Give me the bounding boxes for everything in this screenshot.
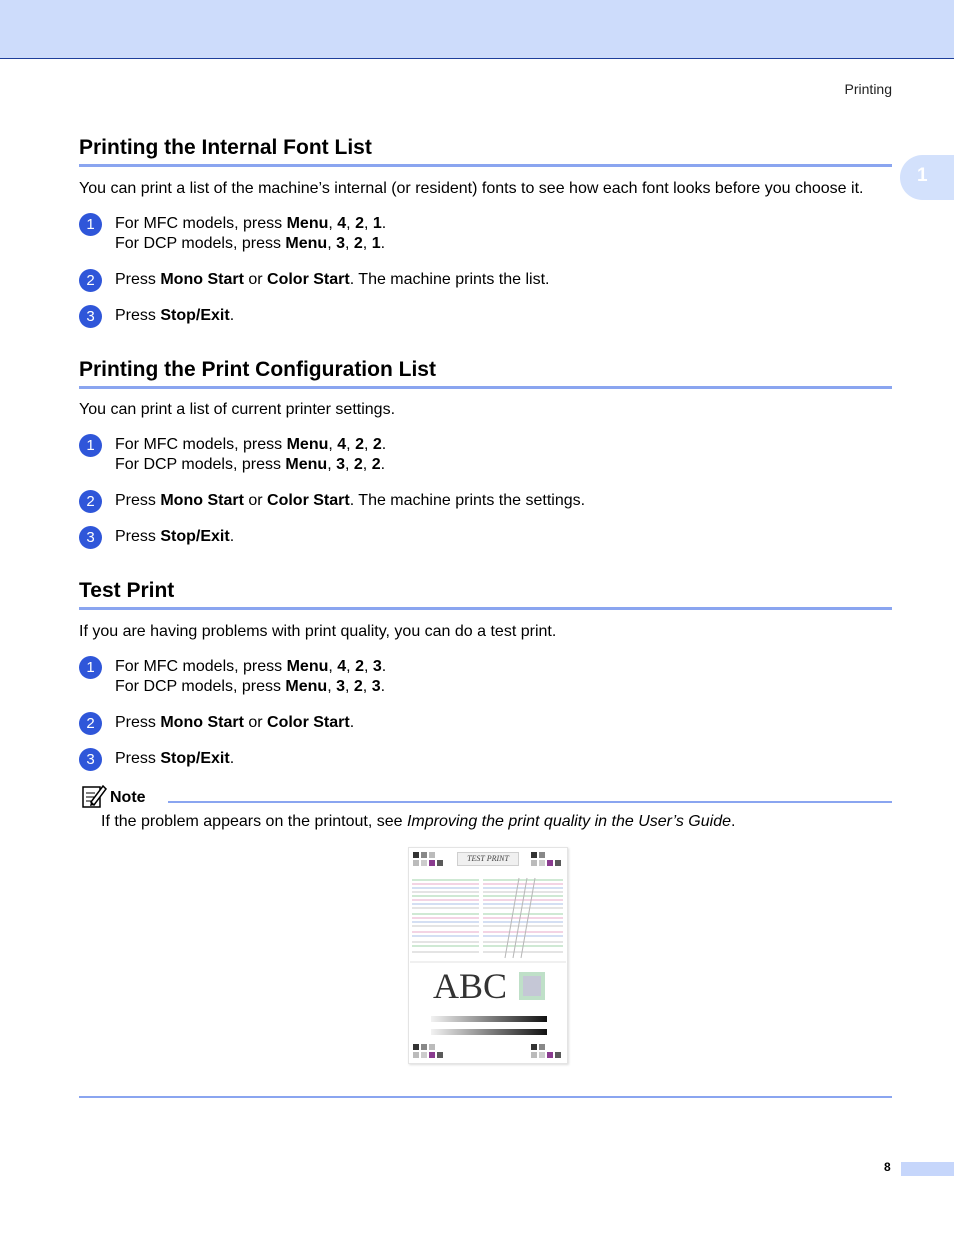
step-text (115, 749, 234, 769)
step-text-run: , (346, 436, 356, 453)
note-box (79, 783, 892, 833)
note-divider (168, 801, 892, 803)
step-text-run: , (327, 456, 337, 473)
step-line (115, 234, 386, 254)
step-line (115, 527, 234, 547)
step-keyword: 3 (336, 678, 345, 695)
step-text-run: . (349, 714, 355, 731)
step-number-badge: 1 (79, 656, 102, 679)
note-label: Note (110, 789, 146, 806)
section-intro: If you are having problems with print quality, you can do a test print. (79, 623, 557, 640)
step-keyword: 2 (353, 456, 363, 473)
bottom-rule (79, 1096, 892, 1098)
section-heading-config-list: Printing the Print Configuration List (79, 357, 892, 389)
step-number-badge: 1 (79, 213, 102, 236)
step-keyword: Menu (286, 436, 329, 453)
step-keyword: Color Start (267, 271, 350, 288)
step-text-run: . The machine prints the settings. (349, 492, 586, 509)
step-text-run: . (381, 658, 387, 675)
color-swatches-bottom-left (413, 1044, 443, 1058)
top-banner (0, 0, 954, 59)
note-text-reference: Improving the print quality in the User’s Guide (406, 813, 731, 830)
step-keyword: Mono Start (160, 271, 244, 288)
step-text (115, 306, 234, 326)
step-line (115, 214, 386, 234)
step-text-run: or (243, 714, 268, 731)
step-text (115, 270, 549, 290)
section-intro: You can print a list of current printer settings. (79, 401, 396, 418)
step-text-run: , (345, 235, 354, 252)
step-text-run: , (362, 235, 372, 252)
step-line (115, 657, 386, 677)
step-text-run: For DCP models, press (115, 678, 286, 695)
step-keyword: 2 (371, 456, 381, 473)
step-text-run: Press (115, 528, 161, 545)
step-number-badge: 2 (79, 269, 102, 292)
step-text-run: , (346, 215, 356, 232)
step-keyword: Menu (285, 235, 328, 252)
step-keyword: Menu (285, 678, 328, 695)
step-text-run: Press (115, 750, 161, 767)
step-text-run: . (380, 678, 386, 695)
step-text-run: , (328, 658, 338, 675)
step-text (115, 527, 234, 547)
test-print-graphics (409, 848, 567, 1063)
step-text-run: , (345, 678, 354, 695)
step-text-run: , (346, 658, 356, 675)
step-keyword: 2 (353, 678, 363, 695)
step-keyword: Mono Start (160, 714, 244, 731)
page-tab (901, 1162, 954, 1176)
step-keyword: Mono Start (160, 492, 244, 509)
step-number-badge: 2 (79, 490, 102, 513)
test-print-big-text: ABC (433, 966, 508, 1006)
step-text-run: . (229, 307, 235, 324)
step-number-badge: 3 (79, 526, 102, 549)
grayscale-bar-2 (431, 1029, 547, 1035)
test-print-label: TEST PRINT (457, 852, 519, 866)
note-text-after: . (730, 813, 736, 830)
step-keyword: 2 (355, 436, 364, 453)
color-swatches-bottom-right (531, 1044, 561, 1058)
step-text-run: . (381, 215, 387, 232)
step-keyword: 2 (372, 436, 382, 453)
step-text-run: , (363, 436, 373, 453)
step-text-run: or (243, 492, 268, 509)
note-text (101, 812, 735, 832)
running-header: Printing (844, 81, 892, 97)
step-text (115, 435, 386, 475)
sample-text-block (412, 878, 563, 958)
step-keyword: 1 (371, 235, 381, 252)
step-text-run: For MFC models, press (115, 436, 287, 453)
step-text-run: Press (115, 492, 161, 509)
step-line (115, 306, 234, 326)
step-keyword: 4 (337, 215, 347, 232)
step-keyword: Menu (286, 658, 329, 675)
step-line (115, 677, 386, 697)
step-keyword: 1 (372, 215, 382, 232)
step-text-run: , (363, 658, 373, 675)
step-number-badge: 2 (79, 712, 102, 735)
step-text (115, 491, 585, 511)
step-keyword: Menu (286, 215, 329, 232)
step-line (115, 749, 234, 769)
step-text-run: For DCP models, press (115, 235, 286, 252)
step-number-badge: 3 (79, 305, 102, 328)
step-text-run: or (243, 271, 268, 288)
step-keyword: 3 (372, 658, 382, 675)
step-keyword: 4 (337, 436, 347, 453)
step-line (115, 435, 386, 455)
step-text-run: , (327, 235, 337, 252)
step-keyword: Menu (285, 456, 328, 473)
color-swatches-top-left (413, 852, 443, 866)
step-keyword: 3 (371, 678, 381, 695)
step-text-run: Press (115, 714, 161, 731)
step-keyword: Stop/Exit (160, 750, 230, 767)
step-text-run: , (345, 456, 354, 473)
section-heading-test-print: Test Print (79, 578, 892, 610)
step-text-run: Press (115, 271, 161, 288)
step-keyword: 2 (353, 235, 363, 252)
step-text-run: . (229, 750, 235, 767)
step-keyword: 2 (355, 215, 364, 232)
step-line (115, 713, 354, 733)
step-keyword: 2 (355, 658, 364, 675)
note-text-before: If the problem appears on the printout, see (101, 813, 407, 830)
step-text-run: . The machine prints the list. (349, 271, 550, 288)
chapter-tab (900, 155, 954, 200)
step-text (115, 657, 386, 697)
step-text-run: , (362, 678, 372, 695)
step-text-run: . (380, 456, 386, 473)
step-text-run: . (381, 436, 387, 453)
step-text-run: , (328, 215, 338, 232)
step-line (115, 491, 585, 511)
step-text-run: . (229, 528, 235, 545)
step-keyword: 3 (336, 235, 345, 252)
step-text-run: , (327, 678, 337, 695)
section-heading-font-list: Printing the Internal Font List (79, 135, 892, 167)
step-keyword: Color Start (267, 492, 350, 509)
step-number-badge: 3 (79, 748, 102, 771)
step-line (115, 270, 549, 290)
step-text-run: For DCP models, press (115, 456, 286, 473)
test-print-sample-image (408, 847, 568, 1064)
step-text-run: For MFC models, press (115, 215, 287, 232)
step-number-badge: 1 (79, 434, 102, 457)
note-pencil-icon (81, 783, 107, 809)
step-keyword: 3 (336, 456, 345, 473)
chapter-number: 1 (917, 165, 928, 186)
grayscale-bar-1 (431, 1016, 547, 1022)
color-swatches-top-right (531, 852, 561, 866)
step-text-run: . (380, 235, 386, 252)
step-line (115, 455, 386, 475)
step-text-run: , (362, 456, 372, 473)
step-keyword: Color Start (267, 714, 350, 731)
step-keyword: 4 (337, 658, 347, 675)
step-text-run: For MFC models, press (115, 658, 287, 675)
step-keyword: Stop/Exit (160, 528, 230, 545)
step-text-run: , (328, 436, 338, 453)
section-intro: You can print a list of the machine’s internal (or resident) fonts to see how each font looks before you choose it. (79, 180, 864, 197)
step-text-run: , (363, 215, 373, 232)
step-text (115, 214, 386, 254)
step-keyword: Stop/Exit (160, 307, 230, 324)
step-text (115, 713, 354, 733)
step-text-run: Press (115, 307, 161, 324)
page-number: 8 (884, 1160, 891, 1174)
